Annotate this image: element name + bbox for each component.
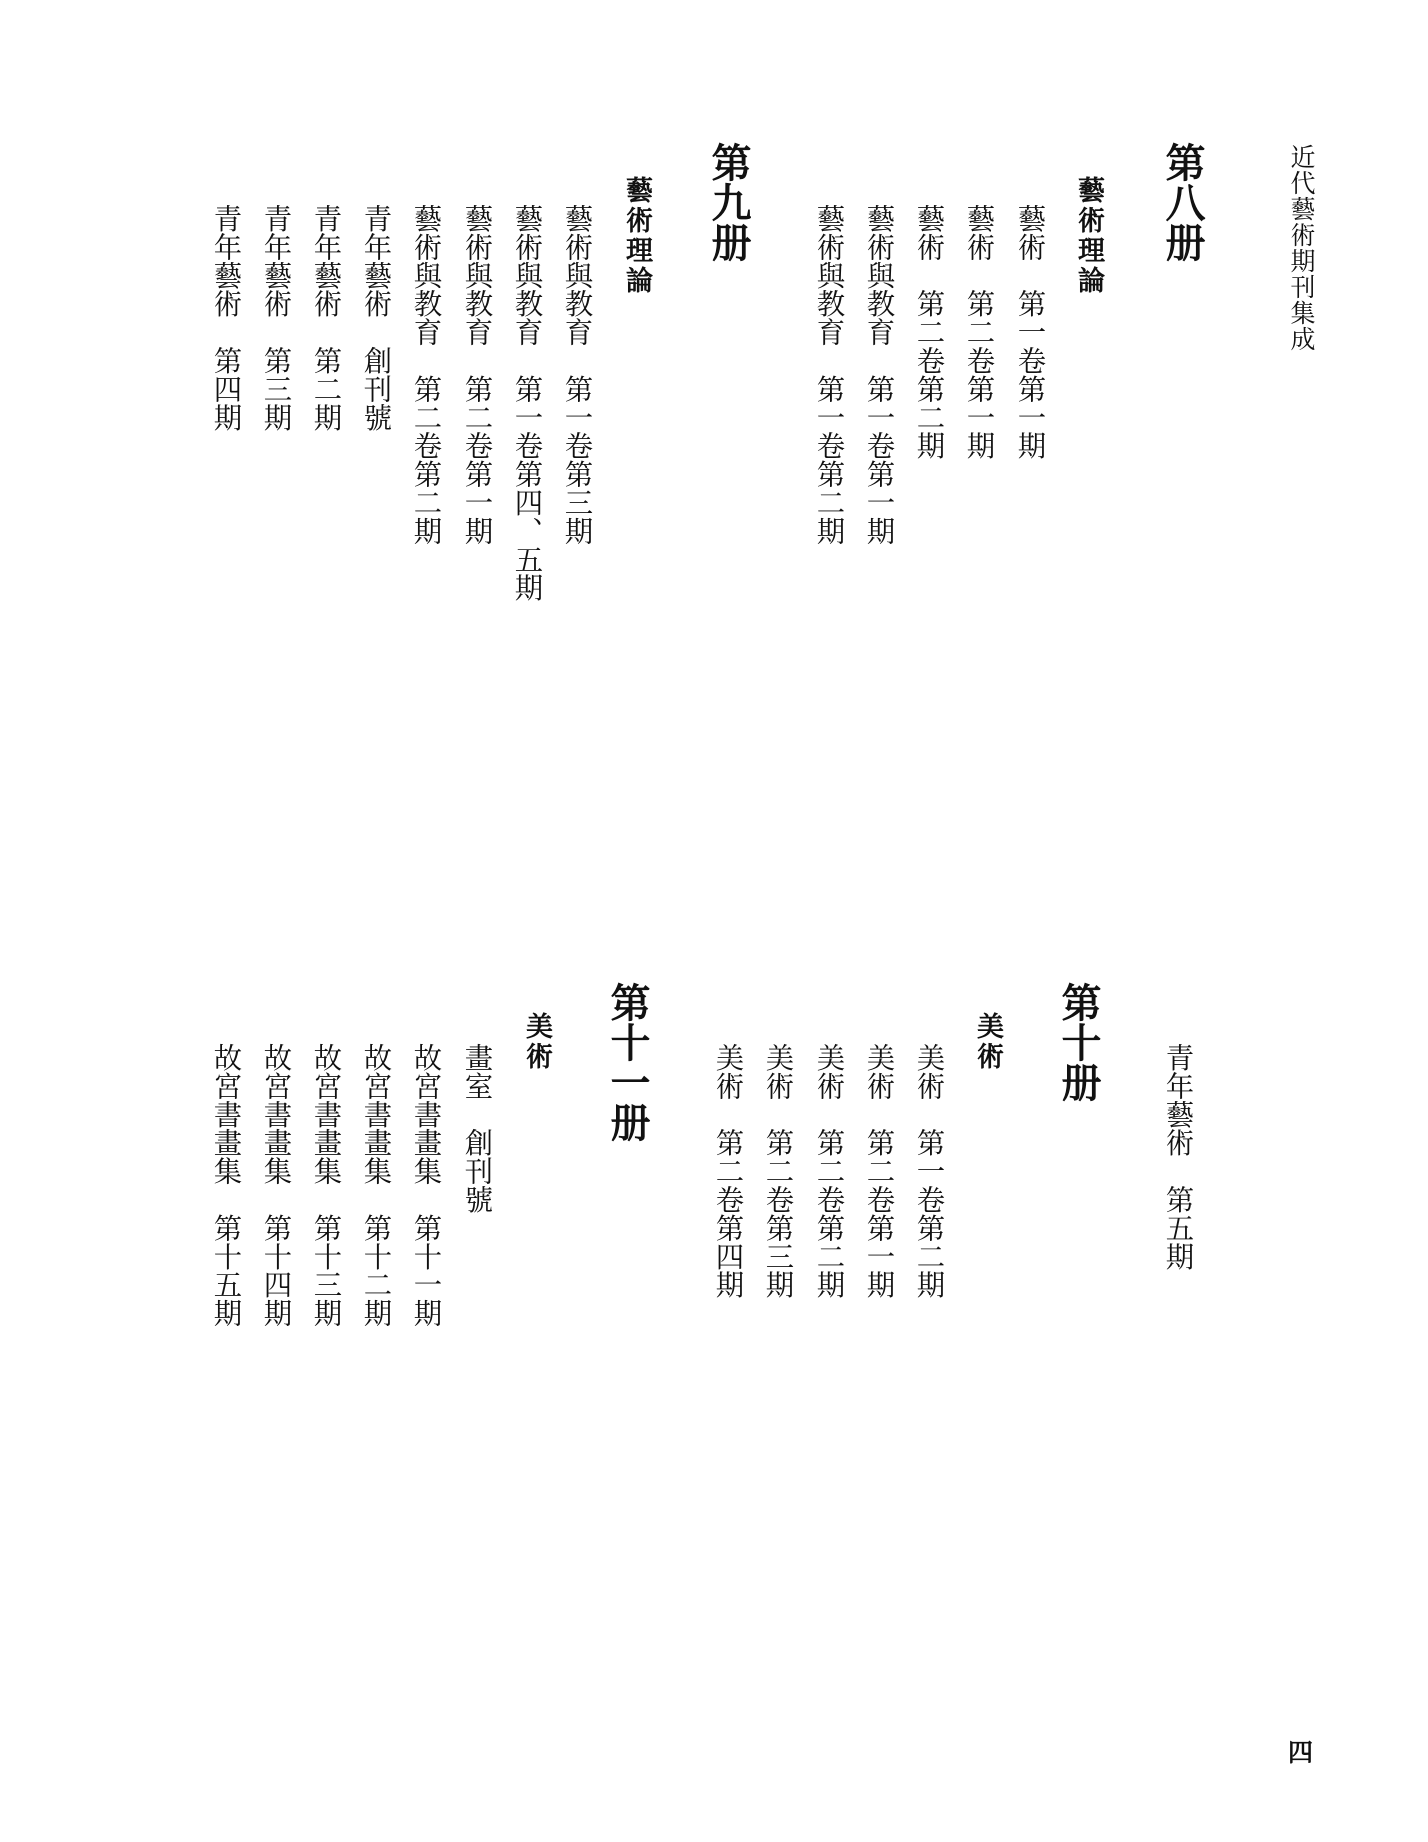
volume-10-entry-5: 美術 第二卷第四期 <box>711 1043 745 1299</box>
volume-9-entry-2: 藝術與教育 第一卷第四、五期 <box>510 204 544 602</box>
volume-11-title: 第十一册 <box>604 982 650 1142</box>
volume-8-entry-1: 藝術 第一卷第一期 <box>1013 204 1047 460</box>
volume-8-entry-5: 藝術與教育 第一卷第二期 <box>812 204 846 545</box>
volume-9-entry-7: 青年藝術 第三期 <box>259 204 293 432</box>
running-head: 近代藝術期刊集成 <box>1287 144 1316 352</box>
volume-9-entry-1: 藝術與教育 第一卷第三期 <box>560 204 594 545</box>
volume-10-entry-2: 美術 第二卷第一期 <box>862 1043 896 1299</box>
volume-9-entry-3: 藝術與教育 第二卷第一期 <box>460 204 494 545</box>
volume-8-category: 藝術理論 <box>1073 176 1104 296</box>
volume-9-category: 藝術理論 <box>621 176 652 296</box>
volume-11-category: 美術 <box>521 1012 552 1072</box>
volume-11-entry-2: 故宮書畫集 第十一期 <box>409 1043 443 1327</box>
page-number: 四 <box>1288 1738 1314 1767</box>
volume-9-entry-6: 青年藝術 第二期 <box>309 204 343 432</box>
continued-entry: 青年藝術 第五期 <box>1161 1043 1195 1271</box>
volume-10-category: 美術 <box>972 1012 1003 1072</box>
volume-8-entry-2: 藝術 第二卷第一期 <box>962 204 996 460</box>
volume-10-entry-1: 美術 第一卷第二期 <box>912 1043 946 1299</box>
volume-10-title: 第十册 <box>1055 982 1101 1102</box>
volume-8-entry-3: 藝術 第二卷第二期 <box>912 204 946 460</box>
volume-9-entry-8: 青年藝術 第四期 <box>209 204 243 432</box>
volume-8-title: 第八册 <box>1159 142 1205 262</box>
volume-10-entry-4: 美術 第二卷第三期 <box>761 1043 795 1299</box>
volume-11-entry-1: 畫室 創刊號 <box>460 1043 494 1214</box>
volume-9-entry-4: 藝術與教育 第二卷第二期 <box>409 204 443 545</box>
volume-11-entry-4: 故宮書畫集 第十三期 <box>309 1043 343 1327</box>
volume-9-title: 第九册 <box>705 142 751 262</box>
volume-11-entry-6: 故宮書畫集 第十五期 <box>209 1043 243 1327</box>
volume-11-entry-5: 故宮書畫集 第十四期 <box>259 1043 293 1327</box>
volume-9-entry-5: 青年藝術 創刊號 <box>359 204 393 432</box>
volume-8-entry-4: 藝術與教育 第一卷第一期 <box>862 204 896 545</box>
volume-10-entry-3: 美術 第二卷第二期 <box>812 1043 846 1299</box>
volume-11-entry-3: 故宮書畫集 第十二期 <box>359 1043 393 1327</box>
